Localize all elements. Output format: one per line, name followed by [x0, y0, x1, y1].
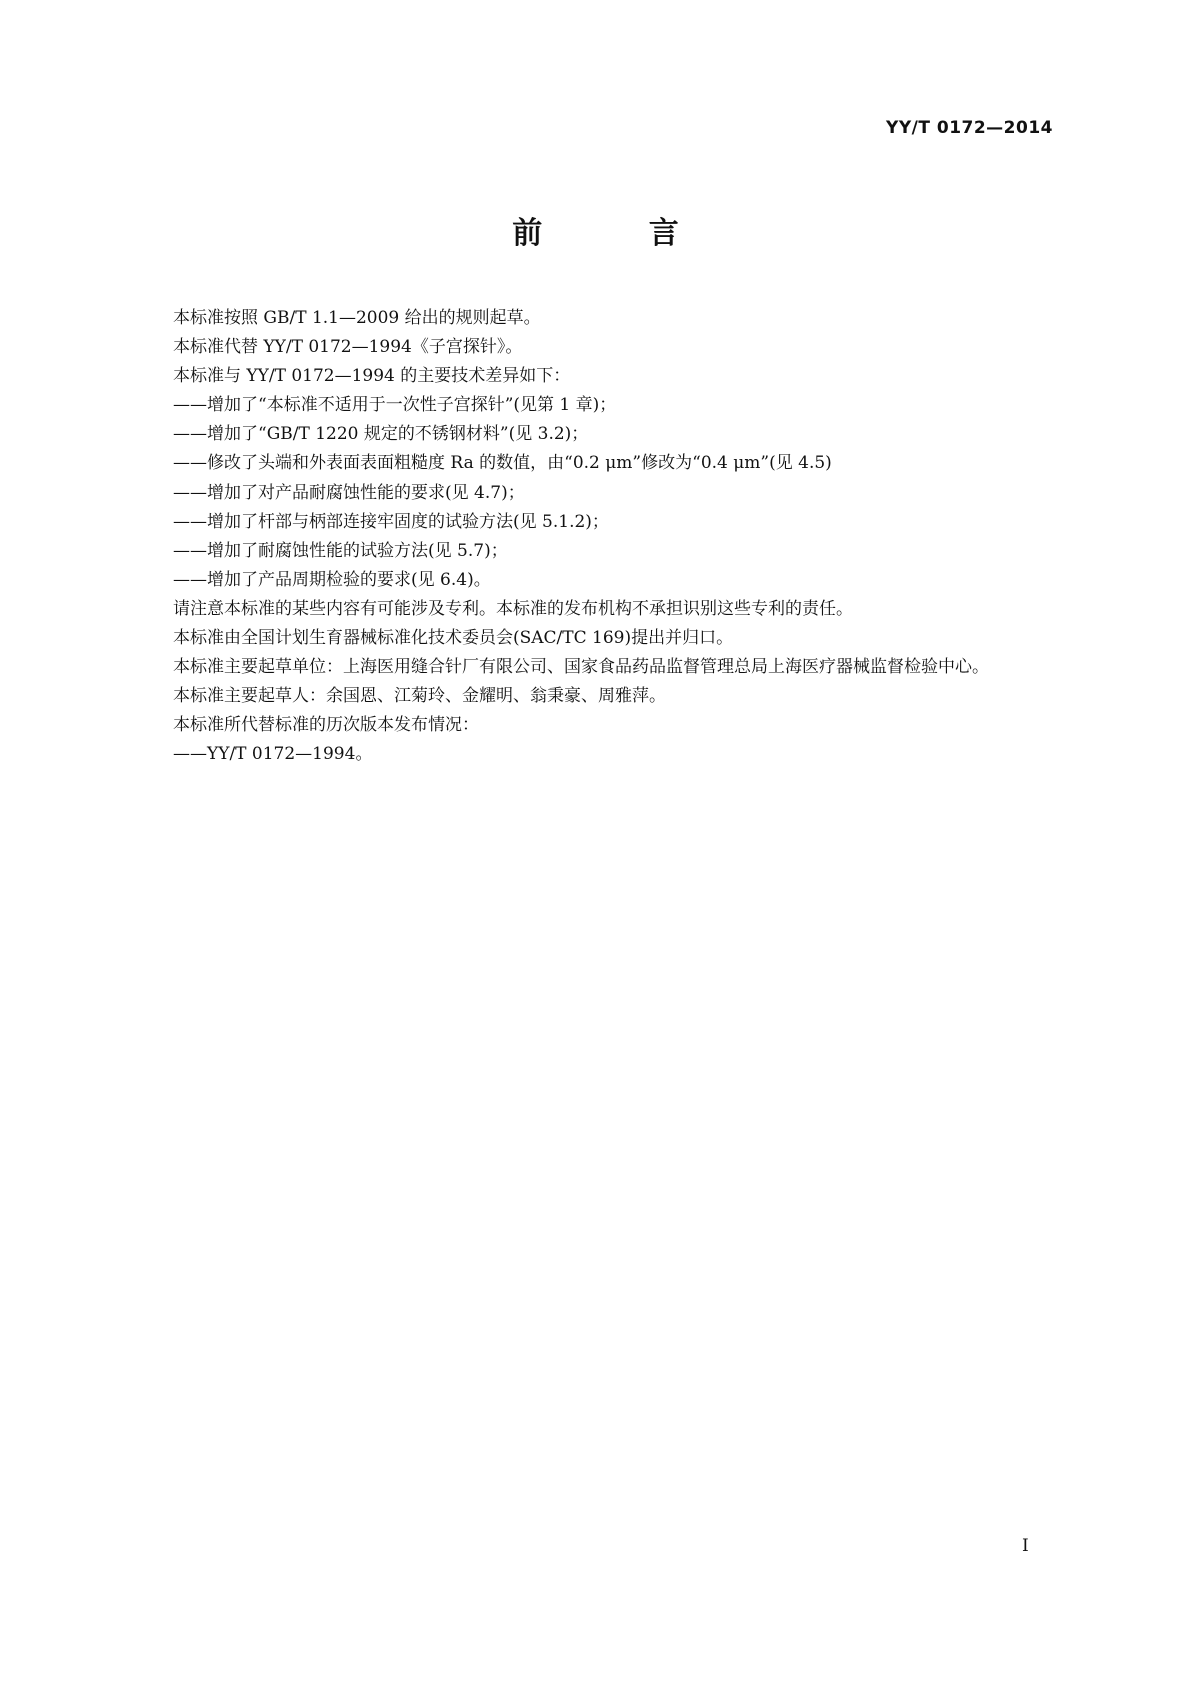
history-list	[135, 740, 1061, 769]
list-item: ——修改了头端和外表面表面粗糙度 Ra 的数值，由“0.2 μm”修改为“0.4 μm”(见 4.5)	[173, 453, 832, 474]
page-number: I	[1022, 1536, 1029, 1556]
paragraph-committee: 本标准由全国计划生育器械标准化技术委员会(SAC/TC 169)提出并归口。	[173, 628, 734, 649]
foreword-body	[135, 304, 1061, 770]
paragraph-differences-intro: 本标准与 YY/T 0172—1994 的主要技术差异如下：	[173, 366, 571, 387]
document-code: YY/T 0172—2014	[886, 118, 1053, 138]
paragraph-drafting-units: 本标准主要起草单位：上海医用缝合针厂有限公司、国家食品药品监督管理总局上海医疗器械监督检验中心。	[173, 657, 989, 678]
paragraph-drafting-rules: 本标准按照 GB/T 1.1—2009 给出的规则起草。	[173, 308, 541, 328]
differences-list	[135, 391, 1061, 595]
list-item: ——增加了“GB/T 1220 规定的不锈钢材料”(见 3.2)；	[173, 424, 589, 445]
list-item: ——增加了产品周期检验的要求(见 6.4)。	[173, 569, 491, 590]
paragraph-patent-notice: 请注意本标准的某些内容有可能涉及专利。本标准的发布机构不承担识别这些专利的责任。	[173, 598, 853, 619]
list-item: ——YY/T 0172—1994。	[173, 744, 373, 765]
paragraph-history-intro: 本标准所代替标准的历次版本发布情况：	[173, 715, 479, 736]
list-item: ——增加了对产品耐腐蚀性能的要求(见 4.7)；	[173, 482, 525, 503]
list-item: ——增加了“本标准不适用于一次性子宫探针”(见第 1 章)；	[173, 395, 617, 416]
list-item: ——增加了耐腐蚀性能的试验方法(见 5.7)；	[173, 540, 508, 561]
paragraph-drafters: 本标准主要起草人：余国恩、江菊玲、金耀明、翁秉豪、周雅萍。	[173, 686, 666, 707]
list-item: ——增加了杆部与柄部连接牢固度的试验方法(见 5.1.2)；	[173, 511, 609, 532]
page-title: 前 言	[512, 216, 727, 251]
paragraph-replaces: 本标准代替 YY/T 0172—1994《子宫探针》。	[173, 337, 523, 358]
